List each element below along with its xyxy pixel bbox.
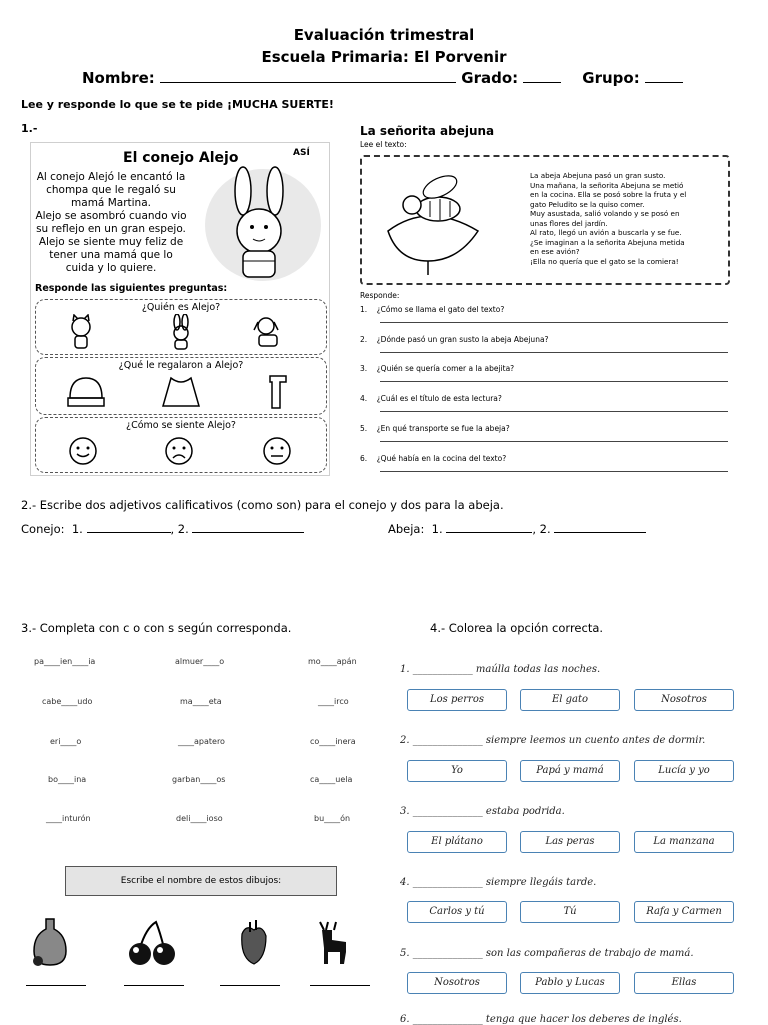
rabbit-story-card xyxy=(30,142,330,476)
option-2-a[interactable]: Yo xyxy=(407,760,507,782)
rabbit-story-text: Al conejo Alejó le encantó la chompa que le regaló su mamá Martina. Alejo se asombró cuando vio su reflejo en un gran espejo. Alejo se siente muy feliz de tener una mamá que lo cuida y lo quiere. xyxy=(35,171,187,274)
cherries-icon xyxy=(126,918,178,968)
word-4-3[interactable]: ca____uela xyxy=(310,775,353,784)
word-5-1[interactable]: ____inturón xyxy=(46,814,91,823)
olive-oil-icon xyxy=(26,915,76,969)
choice-question-4: 4. ______________ siempre llegáis tarde. xyxy=(400,877,597,888)
rabbit-mirror-illustration xyxy=(191,161,325,285)
bee-respond-label: Responde: xyxy=(360,291,400,300)
happy-face-icon[interactable] xyxy=(68,436,98,466)
bee-answer-line-3[interactable] xyxy=(380,381,728,382)
question-box-who xyxy=(35,299,327,355)
drawing-answer-3[interactable] xyxy=(220,985,280,986)
bee-flower-illustration xyxy=(368,161,518,277)
choice-question-5: 5. ______________ son las compañeras de trabajo de mamá. xyxy=(400,948,694,959)
bee-answer-line-2[interactable] xyxy=(380,352,728,353)
name-field[interactable] xyxy=(160,82,456,83)
drawings-instruction-box: Escribe el nombre de estos dibujos: xyxy=(65,866,337,896)
choice-question-2: 2. ______________ siempre leemos un cuento antes de dormir. xyxy=(400,735,706,746)
option-5-a[interactable]: Nosotros xyxy=(407,972,507,994)
rabbit-questions-title: Responde las siguientes preguntas: xyxy=(35,283,228,294)
option-2-b[interactable]: Papá y mamá xyxy=(520,760,620,782)
option-1-a[interactable]: Los perros xyxy=(407,689,507,711)
question-who-text: ¿Quién es Alejo? xyxy=(141,302,221,313)
option-3-b[interactable]: Las peras xyxy=(520,831,620,853)
abeja-adjective-2[interactable] xyxy=(554,532,646,533)
word-5-3[interactable]: bu____ón xyxy=(314,814,351,823)
word-1-1[interactable]: pa____ien____ia xyxy=(34,657,96,666)
bee-story-title: La señorita abejuna xyxy=(360,124,495,138)
choice-question-6: 6. ______________ tenga que hacer los deberes de inglés. xyxy=(400,1014,682,1025)
word-5-2[interactable]: deli____ioso xyxy=(176,814,223,823)
option-2-c[interactable]: Lucía y yo xyxy=(634,760,734,782)
word-3-3[interactable]: co____inera xyxy=(310,737,356,746)
choice-question-1: 1. ____________ maúlla todas las noches. xyxy=(400,664,601,675)
abeja-adjective-1[interactable] xyxy=(446,532,532,533)
option-5-c[interactable]: Ellas xyxy=(634,972,734,994)
drawing-answer-2[interactable] xyxy=(124,985,184,986)
option-4-a[interactable]: Carlos y tú xyxy=(407,901,507,923)
grade-field[interactable] xyxy=(523,82,561,83)
sweater-icon[interactable] xyxy=(161,374,201,410)
option-1-b[interactable]: El gato xyxy=(520,689,620,711)
option-4-b[interactable]: Tú xyxy=(520,901,620,923)
option-4-c[interactable]: Rafa y Carmen xyxy=(634,901,734,923)
word-4-1[interactable]: bo____ina xyxy=(48,775,87,784)
bee-answer-line-1[interactable] xyxy=(380,322,728,323)
bee-question-5: 5. ¿En qué transporte se fue la abeja? xyxy=(360,424,510,433)
option-3-c[interactable]: La manzana xyxy=(634,831,734,853)
rabbit-icon[interactable] xyxy=(166,314,196,350)
drawing-answer-4[interactable] xyxy=(310,985,370,986)
question-gift-text: ¿Qué le regalaron a Alejo? xyxy=(118,360,244,371)
word-4-2[interactable]: garban____os xyxy=(172,775,226,784)
bee-question-3: 3. ¿Quién se quería comer a la abejita? xyxy=(360,364,515,373)
option-5-b[interactable]: Pablo y Lucas xyxy=(520,972,620,994)
section1-number: 1.- xyxy=(21,122,38,135)
word-1-2[interactable]: almuer____o xyxy=(175,657,225,666)
word-2-2[interactable]: ma____eta xyxy=(180,697,222,706)
word-2-3[interactable]: ____irco xyxy=(318,697,349,706)
group-field[interactable] xyxy=(645,82,683,83)
bee-question-6: 6. ¿Qué había en la cocina del texto? xyxy=(360,454,507,463)
grade-label: Grado: xyxy=(461,69,519,87)
bee-answer-line-6[interactable] xyxy=(380,471,728,472)
student-info-line xyxy=(82,69,683,87)
bee-answer-line-4[interactable] xyxy=(380,411,728,412)
option-1-c[interactable]: Nosotros xyxy=(634,689,734,711)
bee-story-box xyxy=(360,155,730,285)
section4-prompt: 4.- Colorea la opción correcta. xyxy=(430,621,604,635)
bee-story-text: La abeja Abejuna pasó un gran susto. Una mañana, la señorita Abejuna se metió en la cocina. Ella se posó sobre la fruta y el gato Peludito se la quiso comer. Muy asustada, salió volando y se posó en unas flores del jardín. Al rato, llegó un avión a buscarla y se fue. ¿Se imaginan a la señorita Abejuna metida en ese avión? ¡Ella no quería que el gato se la comiera! xyxy=(530,171,687,266)
bee-question-2: 2. ¿Dónde pasó un gran susto la abeja Abejuna? xyxy=(360,335,549,344)
section2-prompt: 2.- Escribe dos adjetivos calificativos (como son) para el conejo y dos para la abeja. xyxy=(21,498,504,512)
word-3-2[interactable]: ____apatero xyxy=(178,737,225,746)
corner-label: ASÍ xyxy=(293,148,310,158)
conejo-adjective-2[interactable] xyxy=(192,532,304,533)
instructions: Lee y responde lo que se te pide ¡MUCHA SUERTE! xyxy=(21,98,334,111)
abeja-adjectives: Abeja: 1. , 2. xyxy=(388,522,646,536)
option-3-a[interactable]: El plátano xyxy=(407,831,507,853)
word-3-1[interactable]: eri____o xyxy=(50,737,82,746)
question-box-feeling xyxy=(35,417,327,473)
dog-icon[interactable] xyxy=(251,314,285,350)
section3-prompt: 3.- Completa con c o con s según corresponda. xyxy=(21,621,292,635)
bee-answer-line-5[interactable] xyxy=(380,441,728,442)
bee-question-1: 1. ¿Cómo se llama el gato del texto? xyxy=(360,305,505,314)
choice-question-3: 3. ______________ estaba podrida. xyxy=(400,806,565,817)
rabbit-story-title: El conejo Alejo xyxy=(123,150,239,166)
question-box-gift xyxy=(35,357,327,415)
cat-icon[interactable] xyxy=(66,314,96,350)
word-2-1[interactable]: cabe____udo xyxy=(42,697,93,706)
conejo-adjective-1[interactable] xyxy=(87,532,171,533)
conejo-adjectives: Conejo: 1. , 2. xyxy=(21,522,304,536)
group-label: Grupo: xyxy=(582,69,640,87)
drawing-answer-1[interactable] xyxy=(26,985,86,986)
sad-face-icon[interactable] xyxy=(164,436,194,466)
neutral-face-icon[interactable] xyxy=(262,436,292,466)
hat-icon[interactable] xyxy=(66,374,106,410)
question-feeling-text: ¿Cómo se siente Alejo? xyxy=(126,420,236,431)
bee-story-subtitle: Lee el texto: xyxy=(360,140,407,149)
worksheet-title: Evaluación trimestral xyxy=(293,26,475,44)
deer-icon xyxy=(310,918,354,968)
name-label: Nombre: xyxy=(82,69,155,87)
word-1-3[interactable]: mo____apán xyxy=(308,657,357,666)
school-name: Escuela Primaria: El Porvenir xyxy=(261,48,507,66)
bee-question-4: 4. ¿Cuál es el título de esta lectura? xyxy=(360,394,502,403)
scarf-icon[interactable] xyxy=(266,372,290,412)
heart-organ-icon xyxy=(236,918,270,968)
